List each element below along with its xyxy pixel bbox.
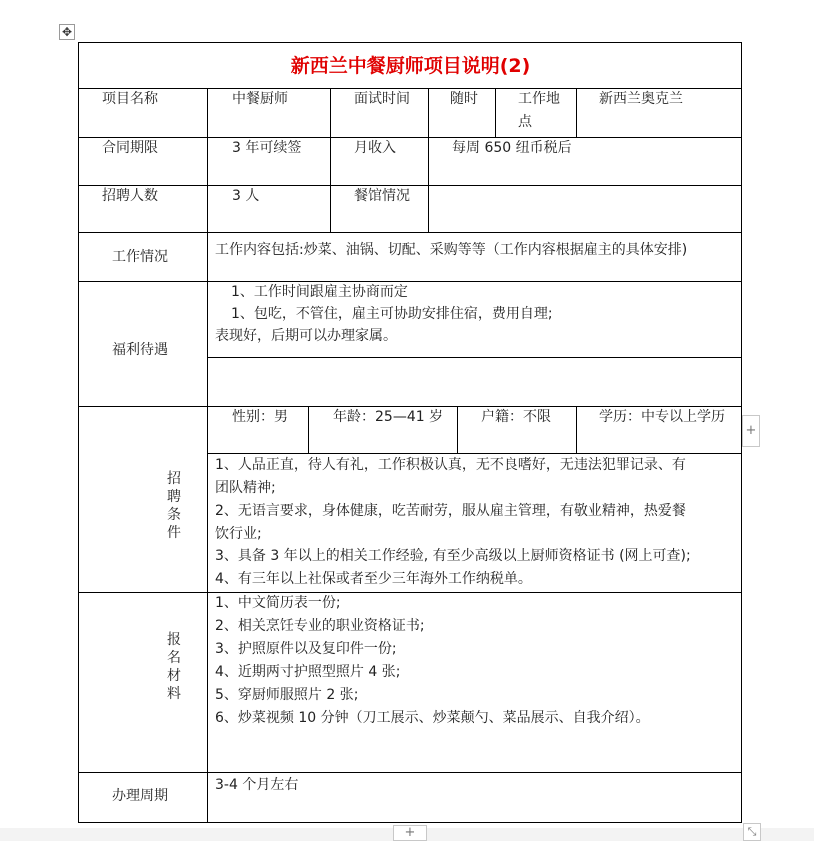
requirement-line: 团队精神;: [215, 480, 276, 496]
hukou-requirement: 户籍：不限: [481, 409, 551, 425]
education-requirement: 学历：中专以上学历: [599, 409, 725, 425]
gender-requirement: 性别：男: [232, 409, 288, 425]
add-column-button[interactable]: +: [742, 415, 760, 447]
requirement-line: 3、具备 3 年以上的相关工作经验, 有至少高级以上厨师资格证书 (网上可查);: [215, 548, 691, 564]
benefits-line: 表现好，后期可以办理家属。: [215, 328, 397, 344]
interview-time-value: 随时: [450, 91, 478, 107]
contract-value: 3 年可续签: [232, 140, 302, 156]
material-line: 6、炒菜视频 10 分钟（刀工展示、炒菜颠勺、菜品展示、自我介绍）。: [215, 710, 650, 726]
materials-label: 报名材料: [167, 632, 181, 702]
add-row-button[interactable]: +: [393, 825, 427, 841]
col-divider: [330, 88, 331, 233]
requirement-line: 4、有三年以上社保或者至少三年海外工作纳税单。: [215, 571, 532, 587]
table-border-top: [78, 42, 742, 43]
row-divider: [78, 772, 742, 773]
row-divider: [78, 232, 742, 233]
row-divider: [207, 357, 742, 358]
material-line: 4、近期两寸护照型照片 4 张;: [215, 664, 401, 680]
table-border-left: [78, 42, 79, 823]
col-divider: [428, 88, 429, 233]
row-divider: [78, 281, 742, 282]
row-divider: [78, 185, 742, 186]
col-divider: [576, 406, 577, 454]
col-divider: [495, 88, 496, 137]
benefits-line: 1、包吃，不管住，雇主可协助安排住宿，费用自理;: [231, 306, 553, 322]
table-move-handle[interactable]: ✥: [59, 24, 75, 40]
benefits-label: 福利待遇: [112, 342, 168, 358]
period-value: 3-4 个月左右: [215, 777, 299, 793]
benefits-line: 1、工作时间跟雇主协商而定: [231, 284, 408, 300]
work-location-label: 工作地: [518, 91, 560, 107]
col-divider: [576, 88, 577, 137]
material-line: 5、穿厨师服照片 2 张;: [215, 687, 359, 703]
material-line: 3、护照原件以及复印件一份;: [215, 641, 397, 657]
project-name-value: 中餐厨师: [232, 91, 288, 107]
material-line: 2、相关烹饪专业的职业资格证书;: [215, 618, 425, 634]
table-resize-handle[interactable]: ⤡: [743, 823, 761, 841]
work-location-value: 新西兰奥克兰: [599, 91, 683, 107]
restaurant-label: 餐馆情况: [354, 188, 410, 204]
row-divider: [78, 137, 742, 138]
document-title: 新西兰中餐厨师项目说明(2): [290, 55, 531, 77]
interview-time-label: 面试时间: [354, 91, 410, 107]
work-value: 工作内容包括:炒菜、油锅、切配、采购等等（工作内容根据雇主的具体安排): [215, 242, 688, 258]
period-label: 办理周期: [112, 788, 168, 804]
requirement-line: 2、无语言要求，身体健康，吃苦耐劳，服从雇主管理，有敬业精神，热爱餐: [215, 503, 686, 519]
table-border-bottom: [78, 822, 742, 823]
recruit-count-value: 3 人: [232, 188, 260, 204]
requirements-label: 招聘条件: [167, 471, 181, 541]
requirement-line: 饮行业;: [215, 526, 262, 542]
row-divider: [78, 592, 742, 593]
work-label: 工作情况: [112, 249, 168, 265]
col-divider: [207, 88, 208, 823]
col-divider: [308, 406, 309, 454]
age-requirement: 年龄：25—41 岁: [333, 409, 444, 425]
work-location-label-cont: 点: [518, 114, 532, 130]
material-line: 1、中文简历表一份;: [215, 595, 341, 611]
requirement-line: 1、人品正直，待人有礼，工作积极认真，无不良嗜好，无违法犯罪记录、有: [215, 457, 686, 473]
monthly-income-label: 月收入: [354, 140, 396, 156]
recruit-count-label: 招聘人数: [102, 188, 158, 204]
monthly-income-value: 每周 650 纽币税后: [452, 140, 572, 156]
contract-label: 合同期限: [102, 140, 158, 156]
col-divider: [457, 406, 458, 454]
project-name-label: 项目名称: [102, 91, 158, 107]
